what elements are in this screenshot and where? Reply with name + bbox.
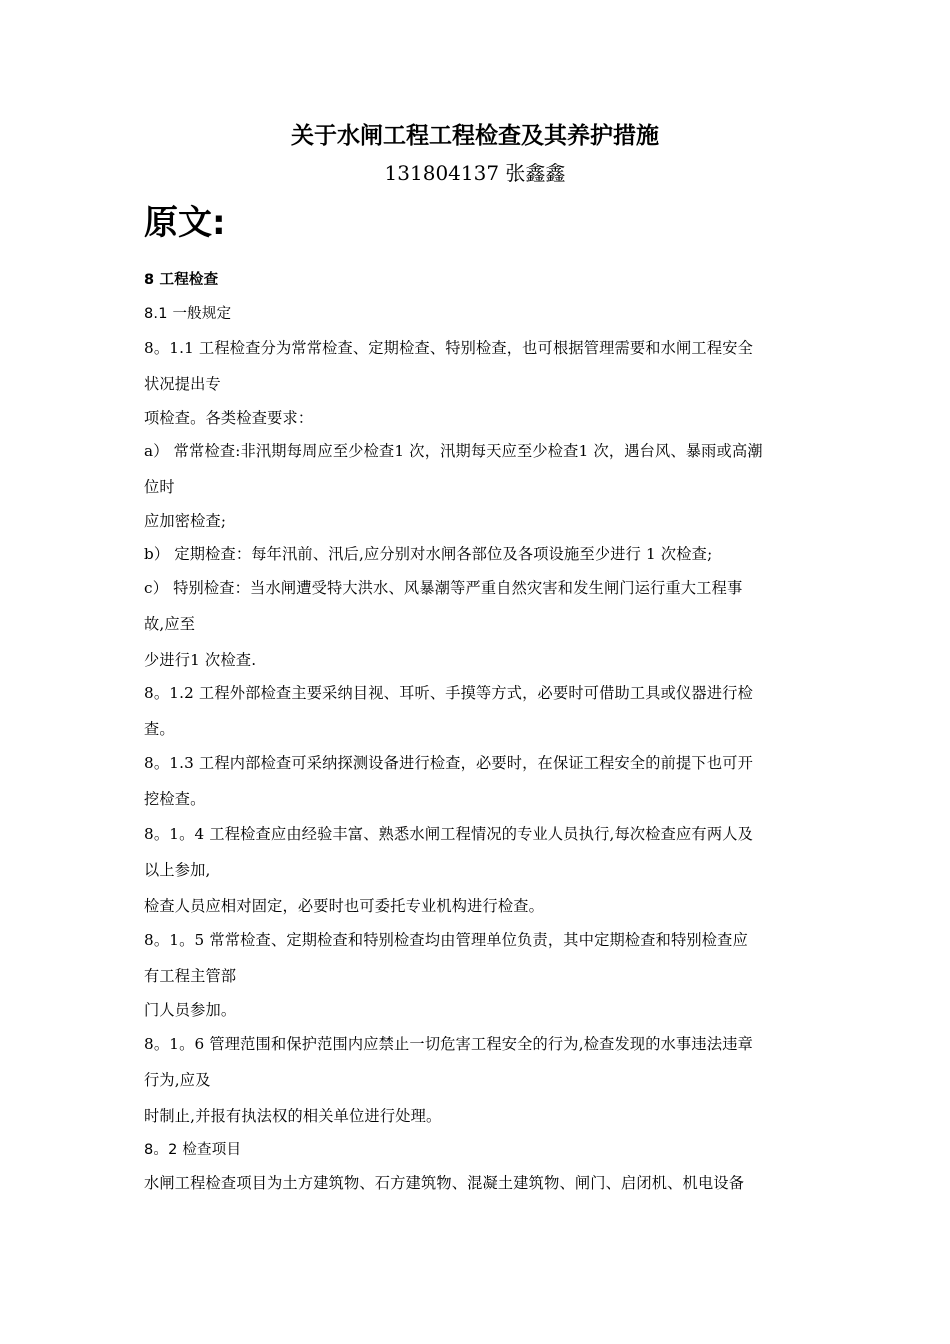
paragraph-line: 8。1。5 常常检查、定期检查和特别检查均由管理单位负责，其中定期检查和特别检查应	[144, 931, 748, 949]
paragraph-line: 少进行1 次检查.	[144, 651, 257, 669]
paragraph-line: 行为,应及	[144, 1071, 211, 1089]
paragraph-line: 以上参加,	[144, 861, 211, 879]
paragraph-line: b） 定期检查：每年汛前、汛后,应分别对水闸各部位及各项设施至少进行 1 次检查;	[144, 545, 713, 563]
paragraph-line: 8。1.3 工程内部检查可采纳探测设备进行检查，必要时，在保证工程安全的前提下也可开	[144, 754, 753, 772]
paragraph-line: 水闸工程检查项目为土方建筑物、石方建筑物、混凝土建筑物、闸门、启闭机、机电设备	[144, 1174, 745, 1192]
subheading-8-1: 8.1 一般规定	[144, 306, 232, 322]
section-title: 原文:	[144, 203, 226, 243]
paragraph-line: a） 常常检查:非汛期每周应至少检查1 次，汛期每天应至少检查1 次，遇台风、暴雨或高潮	[144, 442, 763, 460]
paragraph-line: 8。1.1 工程检查分为常常检查、定期检查、特别检查，也可根据管理需要和水闸工程安全	[144, 339, 753, 357]
paragraph-line: 有工程主管部	[144, 967, 237, 985]
document-title: 关于水闸工程工程检查及其养护措施	[291, 123, 659, 149]
paragraph-line: 8。1.2 工程外部检查主要采纳目视、耳听、手摸等方式，必要时可借助工具或仪器进行检	[144, 684, 753, 702]
paragraph-line: 位时	[144, 478, 175, 496]
paragraph-line: 项检查。各类检查要求：	[144, 409, 314, 427]
paragraph-line: 8。1。6 管理范围和保护范围内应禁止一切危害工程安全的行为,检查发现的水事违法违章	[144, 1035, 753, 1053]
heading-8: 8 工程检查	[144, 272, 219, 288]
paragraph-line: 查。	[144, 720, 175, 738]
paragraph-line: 应加密检查;	[144, 512, 227, 530]
document-author: 131804137 张鑫鑫	[384, 161, 566, 185]
subheading-8-2: 8。2 检查项目	[144, 1142, 242, 1158]
paragraph-line: 时制止,并报有执法权的相关单位进行处理。	[144, 1107, 442, 1125]
paragraph-line: 故,应至	[144, 615, 196, 633]
paragraph-line: 8。1。4 工程检查应由经验丰富、熟悉水闸工程情况的专业人员执行,每次检查应有两人及	[144, 825, 753, 843]
paragraph-line: c） 特别检查：当水闸遭受特大洪水、风暴潮等严重自然灾害和发生闸门运行重大工程事	[144, 579, 743, 597]
paragraph-line: 门人员参加。	[144, 1001, 237, 1019]
paragraph-line: 检查人员应相对固定，必要时也可委托专业机构进行检查。	[144, 897, 545, 915]
paragraph-line: 状况提出专	[144, 375, 221, 393]
paragraph-line: 挖检查。	[144, 790, 206, 808]
